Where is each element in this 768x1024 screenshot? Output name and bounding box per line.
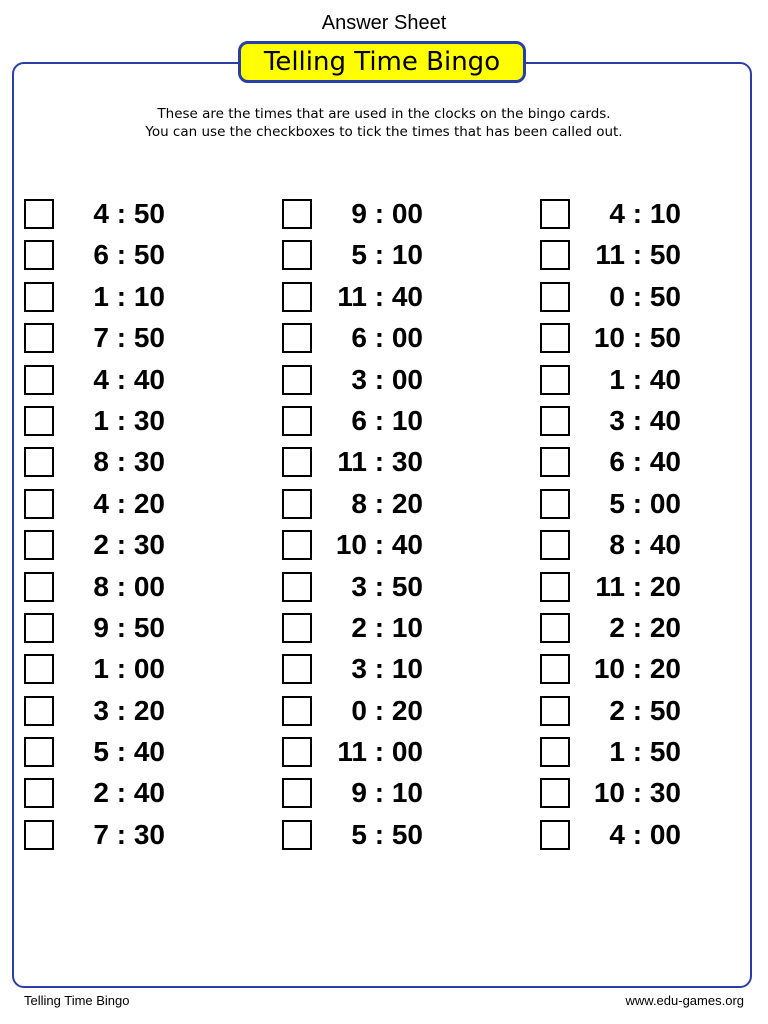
time-label: 4 : 10 [609, 198, 681, 229]
time-row [540, 359, 768, 400]
time-row [24, 566, 254, 607]
time-row [282, 234, 512, 275]
time-label: 8 : 30 [93, 446, 165, 478]
instructions-line-2: You can use the checkboxes to tick the times that has been called out. [145, 124, 623, 140]
time-label: 11 : 20 [595, 570, 681, 602]
time-checkbox[interactable] [24, 737, 54, 767]
time-label: 9 : 10 [351, 777, 423, 809]
time-row [24, 648, 254, 689]
time-checkbox[interactable] [24, 613, 54, 643]
time-row [540, 731, 768, 772]
time-checkbox[interactable] [24, 447, 54, 477]
time-checkbox[interactable] [24, 696, 54, 726]
time-checkbox[interactable] [282, 447, 312, 477]
time-label: 9 : 50 [93, 611, 165, 643]
time-row [540, 607, 768, 648]
time-row [282, 193, 512, 234]
time-row [24, 317, 254, 358]
time-checkbox[interactable] [540, 406, 570, 436]
time-checkbox[interactable] [540, 323, 570, 353]
time-label: 4 : 20 [93, 487, 165, 519]
time-row [540, 483, 768, 524]
time-label: 11 : 40 [337, 280, 423, 312]
time-row [24, 193, 254, 234]
time-label: 1 : 50 [609, 736, 681, 768]
time-row [540, 193, 768, 234]
time-checkbox[interactable] [282, 737, 312, 767]
time-checkbox[interactable] [282, 572, 312, 602]
time-label: 1 : 30 [93, 404, 165, 436]
time-checkbox[interactable] [24, 820, 54, 850]
time-row [282, 772, 512, 813]
time-label: 8 : 20 [351, 487, 423, 519]
bingo-title-banner: Telling Time Bingo [238, 41, 526, 83]
time-checkbox[interactable] [24, 365, 54, 395]
time-row [24, 441, 254, 482]
time-label: 4 : 50 [93, 198, 165, 229]
time-label: 3 : 10 [351, 653, 423, 685]
times-column-2 [282, 193, 512, 855]
time-checkbox[interactable] [540, 240, 570, 270]
time-checkbox[interactable] [540, 820, 570, 850]
time-row [282, 690, 512, 731]
time-checkbox[interactable] [24, 199, 54, 229]
time-checkbox[interactable] [540, 199, 570, 229]
time-label: 11 : 00 [337, 736, 423, 768]
time-row [24, 276, 254, 317]
time-row [24, 400, 254, 441]
time-label: 9 : 00 [351, 198, 423, 229]
instructions [0, 105, 768, 141]
time-checkbox[interactable] [540, 365, 570, 395]
time-row [540, 317, 768, 358]
time-row [282, 731, 512, 772]
time-row [282, 814, 512, 855]
time-row [282, 648, 512, 689]
time-label: 7 : 50 [93, 322, 165, 354]
time-checkbox[interactable] [24, 654, 54, 684]
time-row [540, 814, 768, 855]
time-label: 3 : 50 [351, 570, 423, 602]
time-label: 2 : 10 [351, 611, 423, 643]
time-checkbox[interactable] [540, 572, 570, 602]
time-label: 6 : 00 [351, 322, 423, 354]
time-row [282, 607, 512, 648]
time-checkbox[interactable] [24, 240, 54, 270]
time-row [540, 648, 768, 689]
time-label: 7 : 30 [93, 818, 165, 850]
time-checkbox[interactable] [282, 820, 312, 850]
time-label: 3 : 40 [609, 404, 681, 436]
time-checkbox[interactable] [540, 613, 570, 643]
time-checkbox[interactable] [282, 365, 312, 395]
time-checkbox[interactable] [540, 447, 570, 477]
time-row [540, 690, 768, 731]
time-label: 2 : 40 [93, 777, 165, 809]
time-row [540, 566, 768, 607]
time-row [540, 400, 768, 441]
time-row [282, 400, 512, 441]
time-row [540, 234, 768, 275]
time-checkbox[interactable] [282, 282, 312, 312]
time-row [282, 566, 512, 607]
time-row [24, 731, 254, 772]
time-label: 5 : 40 [93, 736, 165, 768]
time-checkbox[interactable] [540, 696, 570, 726]
time-checkbox[interactable] [540, 778, 570, 808]
footer-left-text: Telling Time Bingo [24, 993, 130, 1008]
time-row [540, 524, 768, 565]
time-label: 0 : 50 [609, 280, 681, 312]
time-label: 4 : 00 [609, 818, 681, 850]
time-label: 3 : 00 [351, 363, 423, 395]
time-checkbox[interactable] [540, 530, 570, 560]
times-column-1 [24, 193, 254, 855]
time-label: 6 : 10 [351, 404, 423, 436]
time-checkbox[interactable] [282, 406, 312, 436]
page-header-title: Answer Sheet [321, 12, 447, 34]
time-checkbox[interactable] [540, 282, 570, 312]
time-checkbox[interactable] [282, 530, 312, 560]
instructions-line-1: These are the times that are used in the clocks on the bingo cards. [157, 106, 611, 122]
time-label: 10 : 20 [593, 653, 681, 685]
time-row [540, 441, 768, 482]
time-row [24, 234, 254, 275]
time-row [282, 317, 512, 358]
time-label: 6 : 50 [93, 239, 165, 271]
time-label: 11 : 30 [337, 446, 423, 478]
time-row [282, 441, 512, 482]
time-row [24, 483, 254, 524]
time-label: 8 : 00 [93, 570, 165, 602]
time-row [540, 276, 768, 317]
time-checkbox[interactable] [282, 199, 312, 229]
time-checkbox[interactable] [24, 572, 54, 602]
time-row [24, 814, 254, 855]
time-row [282, 483, 512, 524]
time-row [282, 276, 512, 317]
time-checkbox[interactable] [282, 613, 312, 643]
time-checkbox[interactable] [540, 489, 570, 519]
time-checkbox[interactable] [24, 282, 54, 312]
time-checkbox[interactable] [24, 489, 54, 519]
time-checkbox[interactable] [282, 696, 312, 726]
time-checkbox[interactable] [24, 323, 54, 353]
time-checkbox[interactable] [540, 737, 570, 767]
time-row [540, 772, 768, 813]
time-checkbox[interactable] [24, 406, 54, 436]
time-row [24, 607, 254, 648]
time-checkbox[interactable] [24, 530, 54, 560]
time-checkbox[interactable] [282, 489, 312, 519]
time-label: 11 : 50 [595, 239, 681, 271]
times-grid [0, 193, 768, 863]
time-label: 3 : 20 [93, 694, 165, 726]
time-checkbox[interactable] [282, 654, 312, 684]
time-label: 10 : 30 [593, 777, 681, 809]
time-label: 2 : 50 [609, 694, 681, 726]
time-label: 0 : 20 [351, 694, 423, 726]
time-label: 1 : 00 [93, 653, 165, 685]
time-checkbox[interactable] [282, 240, 312, 270]
time-label: 10 : 40 [335, 529, 423, 561]
time-label: 4 : 40 [93, 363, 165, 395]
time-row [24, 690, 254, 731]
time-label: 6 : 40 [609, 446, 681, 478]
time-row [24, 524, 254, 565]
time-label: 1 : 40 [609, 363, 681, 395]
time-checkbox[interactable] [540, 654, 570, 684]
time-row [282, 524, 512, 565]
time-label: 5 : 00 [609, 487, 681, 519]
time-checkbox[interactable] [24, 778, 54, 808]
footer-website: www.edu-games.org [625, 993, 744, 1008]
times-column-3 [540, 193, 768, 855]
time-label: 8 : 40 [609, 529, 681, 561]
time-row [24, 359, 254, 400]
time-label: 2 : 20 [609, 611, 681, 643]
time-label: 5 : 10 [351, 239, 423, 271]
time-row [24, 772, 254, 813]
time-label: 2 : 30 [93, 529, 165, 561]
time-checkbox[interactable] [282, 778, 312, 808]
time-label: 5 : 50 [351, 818, 423, 850]
time-label: 1 : 10 [93, 280, 165, 312]
time-label: 10 : 50 [593, 322, 681, 354]
time-checkbox[interactable] [282, 323, 312, 353]
time-row [282, 359, 512, 400]
